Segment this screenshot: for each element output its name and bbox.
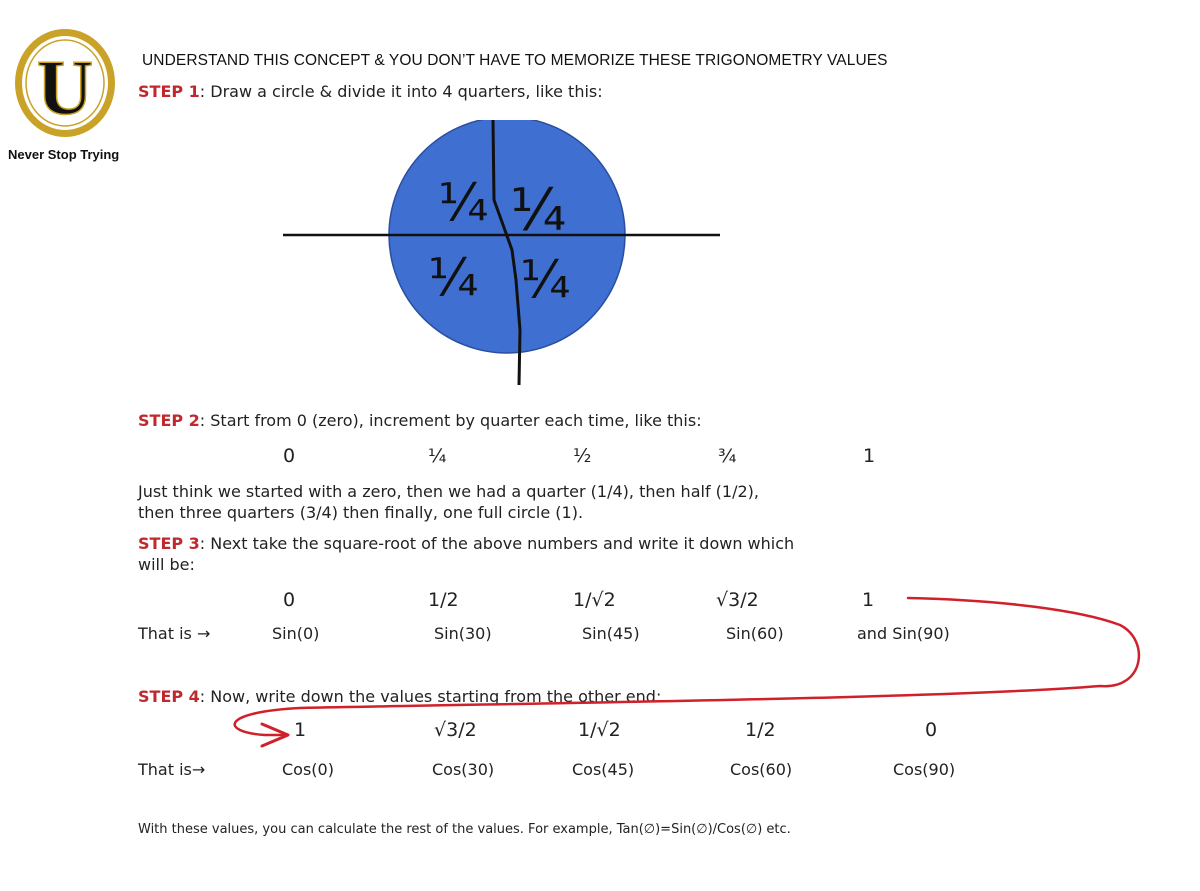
cos-function: Cos(45) (572, 760, 635, 779)
step-4-text: : Now, write down the values starting from the other end: (199, 687, 662, 706)
footer-note: With these values, you can calculate the rest of the values. For example, Tan(∅)=Sin(∅)/Cos(∅) etc. (138, 822, 791, 837)
step-3-label: STEP 3 (138, 534, 200, 553)
step-3-text-cont: will be: (138, 555, 195, 574)
step-1 (138, 82, 603, 101)
step-2-value: 0 (283, 445, 296, 467)
sin-value: 1 (862, 589, 875, 611)
cos-value: 1/2 (745, 719, 776, 741)
sin-value: 0 (283, 589, 296, 611)
step-2-text: : Start from 0 (zero), increment by quarter each time, like this: (199, 411, 702, 430)
quarter-top-left: ¼ (438, 173, 489, 233)
logo-letter: U (36, 44, 94, 131)
cos-function: Cos(60) (730, 760, 793, 779)
sin-value: 1/2 (428, 589, 459, 611)
step-2 (138, 411, 702, 430)
sin-function: Sin(45) (582, 624, 640, 643)
step-4-label: STEP 4 (138, 687, 200, 706)
cos-value: 0 (925, 719, 938, 741)
sin-value: √3/2 (716, 589, 759, 611)
sin-function: Sin(60) (726, 624, 784, 643)
step-2-value: ¾ (718, 445, 737, 467)
that-is-label: That is→ (138, 760, 206, 779)
cos-value: √3/2 (434, 719, 477, 741)
step-3 (138, 534, 794, 553)
logo-tagline: Never Stop Trying (8, 147, 120, 162)
sin-function: Sin(30) (434, 624, 492, 643)
logo (10, 26, 120, 144)
quarter-bottom-right: ¼ (520, 250, 571, 310)
sin-value: 1/√2 (573, 589, 616, 611)
quarter-bottom-left: ¼ (428, 248, 479, 308)
step-1-label: STEP 1 (138, 82, 200, 101)
step-2-value: ½ (573, 445, 592, 467)
step-3-text: : Next take the square-root of the above numbers and write it down which (199, 534, 795, 553)
sin-function: Sin(0) (272, 624, 320, 643)
cos-value: 1 (294, 719, 307, 741)
step-2-value: 1 (863, 445, 876, 467)
step-2-value: ¼ (428, 445, 447, 467)
cos-function: Cos(0) (282, 760, 334, 779)
that-is-label: That is → (138, 624, 211, 643)
step-2-explanation: Just think we started with a zero, then we had a quarter (1/4), then half (1/2), (138, 482, 759, 501)
cos-function: Cos(90) (893, 760, 956, 779)
sin-function: and Sin(90) (857, 624, 950, 643)
cos-function: Cos(30) (432, 760, 495, 779)
quarter-top-right: ¼ (510, 176, 567, 244)
page-title: UNDERSTAND THIS CONCEPT & YOU DON’T HAVE TO MEMORIZE THESE TRIGONOMETRY VALUES (142, 52, 888, 69)
step-2-label: STEP 2 (138, 411, 200, 430)
step-4 (138, 687, 661, 706)
cos-value: 1/√2 (578, 719, 621, 741)
step-2-explanation: then three quarters (3/4) then finally, one full circle (1). (138, 503, 584, 522)
quarter-circle-diagram (280, 120, 725, 388)
step-1-text: : Draw a circle & divide it into 4 quarters, like this: (199, 82, 603, 101)
